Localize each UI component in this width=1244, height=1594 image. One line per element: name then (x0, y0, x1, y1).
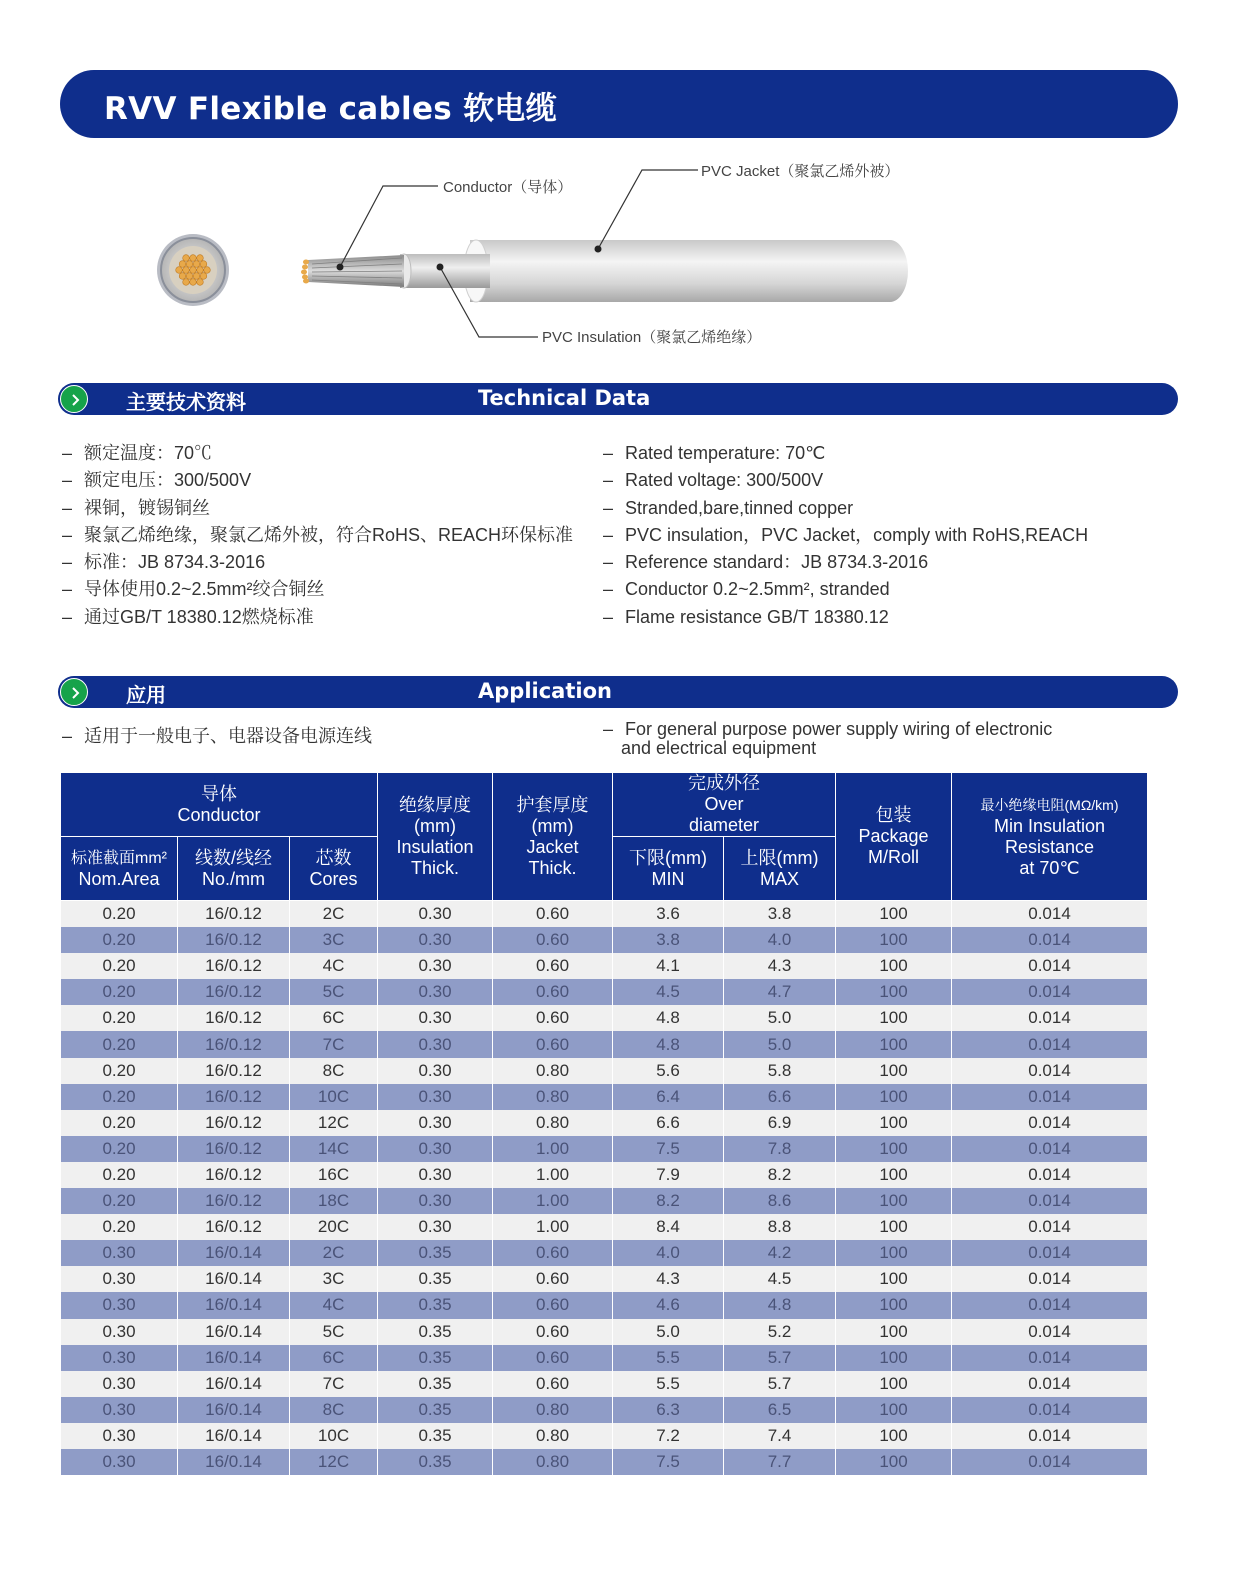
table-cell: 4.6 (613, 1292, 724, 1318)
table-row (61, 1162, 1148, 1188)
table-cell: 4.7 (724, 979, 836, 1005)
table-cell: 16/0.12 (178, 953, 290, 979)
table-cell: 100 (836, 979, 952, 1005)
table-cell: 0.014 (952, 1084, 1148, 1110)
table-cell: 0.014 (952, 1214, 1148, 1240)
table-cell: 100 (836, 1214, 952, 1240)
table-cell: 5.5 (613, 1371, 724, 1397)
table-cell: 5.8 (724, 1058, 836, 1084)
table-cell: 5.7 (724, 1345, 836, 1371)
list-item: – 额定电压：300/500V (62, 470, 252, 491)
table-cell: 100 (836, 1292, 952, 1318)
table-cell: 0.80 (493, 1110, 613, 1136)
table-cell: 0.30 (61, 1345, 178, 1371)
table-row (61, 979, 1148, 1005)
table-cell: 0.014 (952, 1345, 1148, 1371)
table-cell: 0.20 (61, 1031, 178, 1057)
table-cell: 20C (290, 1214, 378, 1240)
header-conductor: 导体 Conductor (61, 773, 378, 837)
table-cell: 0.80 (493, 1449, 613, 1475)
table-cell: 0.014 (952, 901, 1148, 928)
table-cell: 0.30 (378, 1110, 493, 1136)
table-cell: 0.35 (378, 1292, 493, 1318)
list-item: – PVC insulation，PVC Jacket，comply with RoHS,REACH (603, 524, 1089, 545)
table-cell: 0.60 (493, 1031, 613, 1057)
table-cell: 0.30 (61, 1292, 178, 1318)
cross-section-icon (157, 234, 229, 306)
table-cell: 0.35 (378, 1319, 493, 1345)
table-row (61, 1084, 1148, 1110)
table-cell: 6C (290, 1005, 378, 1031)
table-cell: 10C (290, 1084, 378, 1110)
header-nom-area: 标准截面mm² Nom.Area (61, 837, 178, 901)
table-cell: 5.6 (613, 1058, 724, 1084)
table-cell: 0.30 (378, 1031, 493, 1057)
table-cell: 0.20 (61, 1005, 178, 1031)
insulation-label: PVC Insulation（聚氯乙烯绝缘） (542, 329, 762, 346)
technical-data-title-cn: 主要技术资料 (126, 390, 246, 414)
table-cell: 16/0.12 (178, 1058, 290, 1084)
table-cell: 0.30 (378, 1005, 493, 1031)
list-item: – Rated temperature: 70℃ (603, 443, 826, 463)
chevron-right-icon (60, 678, 88, 706)
table-cell: 1.00 (493, 1136, 613, 1162)
table-cell: 16/0.14 (178, 1345, 290, 1371)
table-cell: 0.60 (493, 1319, 613, 1345)
table-cell: 8.6 (724, 1188, 836, 1214)
table-cell: 7.5 (613, 1449, 724, 1475)
table-cell: 0.35 (378, 1397, 493, 1423)
table-cell: 0.60 (493, 1266, 613, 1292)
table-cell: 0.30 (378, 1162, 493, 1188)
header-cores: 芯数 Cores (290, 837, 378, 901)
table-row (61, 1423, 1148, 1449)
table-cell: 0.30 (378, 979, 493, 1005)
technical-data-title-en: Technical Data (478, 386, 651, 410)
table-cell: 16/0.14 (178, 1292, 290, 1318)
table-cell: 4.8 (724, 1292, 836, 1318)
table-cell: 0.20 (61, 1188, 178, 1214)
table-cell: 0.30 (378, 927, 493, 953)
header-wires: 线数/线经 No./mm (178, 837, 290, 901)
table-cell: 16/0.14 (178, 1240, 290, 1266)
table-cell: 100 (836, 1110, 952, 1136)
table-cell: 0.014 (952, 979, 1148, 1005)
table-cell: 18C (290, 1188, 378, 1214)
table-cell: 16/0.12 (178, 979, 290, 1005)
table-cell: 16/0.12 (178, 1162, 290, 1188)
table-cell: 7C (290, 1371, 378, 1397)
table-row (61, 1005, 1148, 1031)
table-cell: 0.014 (952, 1031, 1148, 1057)
table-cell: 16/0.12 (178, 1214, 290, 1240)
table-cell: 4.3 (613, 1266, 724, 1292)
table-cell: 12C (290, 1449, 378, 1475)
technical-list-en (603, 440, 1088, 631)
header-max: 上限(mm) MAX (724, 837, 836, 901)
table-cell: 0.30 (61, 1423, 178, 1449)
table-cell: 7.7 (724, 1449, 836, 1475)
list-item: – Conductor 0.2~2.5mm², stranded (603, 579, 890, 600)
table-cell: 0.014 (952, 1449, 1148, 1475)
table-cell: 0.35 (378, 1240, 493, 1266)
table-cell: 0.30 (378, 901, 493, 928)
table-cell: 5.0 (613, 1319, 724, 1345)
table-cell: 4.0 (613, 1240, 724, 1266)
title-banner (60, 70, 1178, 138)
table-cell: 0.35 (378, 1423, 493, 1449)
technical-data-header (58, 383, 1178, 415)
table-cell: 16/0.12 (178, 1136, 290, 1162)
table-cell: 100 (836, 1005, 952, 1031)
table-cell: 5.7 (724, 1371, 836, 1397)
table-cell: 0.014 (952, 1162, 1148, 1188)
table-cell: 0.60 (493, 1005, 613, 1031)
table-cell: 16/0.14 (178, 1397, 290, 1423)
table-cell: 0.30 (61, 1371, 178, 1397)
list-item: – 标准：JB 8734.3-2016 (62, 552, 266, 573)
table-cell: 7.2 (613, 1423, 724, 1449)
table-cell: 5C (290, 979, 378, 1005)
table-cell: 0.20 (61, 1110, 178, 1136)
table-row (61, 1188, 1148, 1214)
table-cell: 0.014 (952, 1266, 1148, 1292)
table-cell: 0.014 (952, 1292, 1148, 1318)
table-cell: 0.014 (952, 1319, 1148, 1345)
table-cell: 16C (290, 1162, 378, 1188)
table-cell: 7.5 (613, 1136, 724, 1162)
table-row (61, 1058, 1148, 1084)
application-text-cn: – 适用于一般电子、电器设备电源连线 (62, 726, 372, 746)
table-cell: 0.30 (61, 1319, 178, 1345)
table-row (61, 1292, 1148, 1318)
spec-table (60, 772, 1148, 1475)
table-cell: 12C (290, 1110, 378, 1136)
table-cell: 6.4 (613, 1084, 724, 1110)
table-cell: 100 (836, 1136, 952, 1162)
table-cell: 0.014 (952, 927, 1148, 953)
table-cell: 16/0.14 (178, 1319, 290, 1345)
table-cell: 0.014 (952, 1058, 1148, 1084)
table-cell: 5.5 (613, 1345, 724, 1371)
table-cell: 0.60 (493, 979, 613, 1005)
table-cell: 0.80 (493, 1397, 613, 1423)
table-cell: 0.30 (61, 1266, 178, 1292)
table-cell: 3C (290, 1266, 378, 1292)
table-cell: 100 (836, 901, 952, 928)
table-row (61, 1345, 1148, 1371)
table-row (61, 1371, 1148, 1397)
table-cell: 3.8 (613, 927, 724, 953)
list-item: – Reference standard：JB 8734.3-2016 (603, 552, 929, 573)
table-cell: 5.0 (724, 1031, 836, 1057)
table-cell: 4C (290, 953, 378, 979)
table-cell: 5.2 (724, 1319, 836, 1345)
table-cell: 100 (836, 1031, 952, 1057)
table-cell: 16/0.12 (178, 1031, 290, 1057)
table-cell: 100 (836, 1162, 952, 1188)
table-cell: 0.30 (378, 953, 493, 979)
table-cell: 100 (836, 1188, 952, 1214)
list-item: – 导体使用0.2~2.5mm²绞合铜丝 (62, 579, 325, 600)
table-cell: 0.014 (952, 1188, 1148, 1214)
table-row (61, 1266, 1148, 1292)
table-cell: 0.30 (378, 1214, 493, 1240)
table-cell: 0.30 (378, 1084, 493, 1110)
list-item: – Flame resistance GB/T 18380.12 (603, 606, 889, 627)
table-cell: 10C (290, 1423, 378, 1449)
technical-list-cn (62, 440, 573, 631)
table-cell: 7.9 (613, 1162, 724, 1188)
table-cell: 0.20 (61, 927, 178, 953)
table-cell: 5.0 (724, 1005, 836, 1031)
table-cell: 16/0.14 (178, 1266, 290, 1292)
table-cell: 0.20 (61, 953, 178, 979)
table-cell: 0.60 (493, 1371, 613, 1397)
application-text-en: – For general purpose power supply wiring of electronic and electrical equipment (603, 719, 1053, 758)
table-cell: 0.20 (61, 1058, 178, 1084)
table-cell: 100 (836, 1240, 952, 1266)
header-resistance: 最小绝缘电阻(MΩ/km) Min Insulation Resistance at 70℃ (952, 773, 1148, 901)
table-cell: 0.014 (952, 1371, 1148, 1397)
application-title-en: Application (478, 679, 612, 703)
table-cell: 3C (290, 927, 378, 953)
table-cell: 16/0.14 (178, 1449, 290, 1475)
table-row (61, 1449, 1148, 1475)
table-cell: 100 (836, 1345, 952, 1371)
table-cell: 0.20 (61, 1136, 178, 1162)
jacket-label: PVC Jacket（聚氯乙烯外被） (701, 163, 900, 180)
table-cell: 0.014 (952, 953, 1148, 979)
table-cell: 1.00 (493, 1188, 613, 1214)
table-cell: 1.00 (493, 1214, 613, 1240)
table-cell: 100 (836, 1319, 952, 1345)
table-row (61, 1110, 1148, 1136)
table-row (61, 1240, 1148, 1266)
page-title: RVV Flexible cables 软电缆 (104, 91, 558, 127)
list-item: – Stranded,bare,tinned copper (603, 497, 854, 518)
table-cell: 0.30 (378, 1188, 493, 1214)
table-cell: 0.20 (61, 1084, 178, 1110)
table-cell: 4C (290, 1292, 378, 1318)
table-cell: 16/0.14 (178, 1423, 290, 1449)
table-cell: 6.9 (724, 1110, 836, 1136)
table-cell: 3.8 (724, 901, 836, 928)
table-cell: 4.0 (724, 927, 836, 953)
table-cell: 0.20 (61, 979, 178, 1005)
header-overall-diameter: 完成外径 Over diameter (613, 773, 836, 837)
table-cell: 4.8 (613, 1031, 724, 1057)
table-cell: 0.80 (493, 1423, 613, 1449)
table-cell: 8C (290, 1397, 378, 1423)
header-package: 包装 Package M/Roll (836, 773, 952, 901)
table-cell: 0.014 (952, 1110, 1148, 1136)
application-title-cn: 应用 (126, 683, 166, 707)
table-cell: 0.80 (493, 1058, 613, 1084)
table-cell: 6.3 (613, 1397, 724, 1423)
table-cell: 8.2 (724, 1162, 836, 1188)
table-row (61, 927, 1148, 953)
table-cell: 0.60 (493, 927, 613, 953)
table-row (61, 953, 1148, 979)
table-cell: 16/0.12 (178, 1084, 290, 1110)
table-cell: 16/0.14 (178, 1371, 290, 1397)
table-cell: 100 (836, 927, 952, 953)
table-cell: 6.6 (724, 1084, 836, 1110)
table-cell: 4.3 (724, 953, 836, 979)
table-cell: 6.5 (724, 1397, 836, 1423)
table-cell: 100 (836, 1397, 952, 1423)
table-cell: 0.35 (378, 1345, 493, 1371)
table-cell: 14C (290, 1136, 378, 1162)
table-cell: 0.20 (61, 901, 178, 928)
table-cell: 0.35 (378, 1449, 493, 1475)
header-insulation: 绝缘厚度 (mm) Insulation Thick. (378, 773, 493, 901)
table-row (61, 1319, 1148, 1345)
table-cell: 4.5 (724, 1266, 836, 1292)
table-cell: 0.20 (61, 1162, 178, 1188)
table-cell: 0.014 (952, 1240, 1148, 1266)
table-cell: 0.60 (493, 901, 613, 928)
table-cell: 3.6 (613, 901, 724, 928)
cable-diagram (0, 150, 1244, 370)
table-cell: 0.60 (493, 1292, 613, 1318)
table-cell: 0.30 (378, 1058, 493, 1084)
table-cell: 16/0.12 (178, 1005, 290, 1031)
table-cell: 0.30 (378, 1136, 493, 1162)
table-cell: 8.2 (613, 1188, 724, 1214)
list-item: – 聚氯乙烯绝缘，聚氯乙烯外被，符合RoHS、REACH环保标准 (62, 524, 574, 545)
table-cell: 4.1 (613, 953, 724, 979)
table-row (61, 901, 1148, 928)
chevron-right-icon (60, 385, 88, 413)
list-item: – 通过GB/T 18380.12燃烧标准 (62, 606, 314, 627)
table-cell: 16/0.12 (178, 1188, 290, 1214)
table-cell: 0.014 (952, 1423, 1148, 1449)
table-cell: 100 (836, 1084, 952, 1110)
table-cell: 0.60 (493, 953, 613, 979)
header-jacket: 护套厚度 (mm) Jacket Thick. (493, 773, 613, 901)
table-cell: 6.6 (613, 1110, 724, 1136)
table-cell: 7.4 (724, 1423, 836, 1449)
table-row (61, 1031, 1148, 1057)
list-item: – Rated voltage: 300/500V (603, 470, 824, 491)
table-cell: 100 (836, 1371, 952, 1397)
table-cell: 0.30 (61, 1397, 178, 1423)
table-cell: 4.2 (724, 1240, 836, 1266)
table-cell: 1.00 (493, 1162, 613, 1188)
table-cell: 0.35 (378, 1266, 493, 1292)
application-header (58, 676, 1178, 708)
table-cell: 100 (836, 1449, 952, 1475)
conductor-label: Conductor（导体） (443, 179, 573, 196)
table-cell: 0.014 (952, 1136, 1148, 1162)
table-cell: 0.80 (493, 1084, 613, 1110)
table-cell: 8.4 (613, 1214, 724, 1240)
table-cell: 100 (836, 953, 952, 979)
list-item: – 额定温度：70℃ (62, 443, 213, 463)
table-row (61, 1136, 1148, 1162)
table-cell: 6C (290, 1345, 378, 1371)
table-cell: 0.60 (493, 1345, 613, 1371)
table-cell: 0.60 (493, 1240, 613, 1266)
table-cell: 100 (836, 1423, 952, 1449)
list-item: – 裸铜，镀锡铜丝 (62, 497, 210, 518)
table-cell: 7.8 (724, 1136, 836, 1162)
table-cell: 5C (290, 1319, 378, 1345)
table-cell: 100 (836, 1058, 952, 1084)
table-cell: 16/0.12 (178, 927, 290, 953)
header-min: 下限(mm) MIN (613, 837, 724, 901)
table-row (61, 1397, 1148, 1423)
table-cell: 7C (290, 1031, 378, 1057)
table-cell: 0.014 (952, 1397, 1148, 1423)
table-cell: 4.8 (613, 1005, 724, 1031)
table-cell: 8.8 (724, 1214, 836, 1240)
table-cell: 0.30 (61, 1240, 178, 1266)
table-cell: 100 (836, 1266, 952, 1292)
table-row (61, 1214, 1148, 1240)
table-cell: 0.30 (61, 1449, 178, 1475)
table-cell: 8C (290, 1058, 378, 1084)
table-cell: 2C (290, 901, 378, 928)
table-cell: 2C (290, 1240, 378, 1266)
table-cell: 4.5 (613, 979, 724, 1005)
table-cell: 0.014 (952, 1005, 1148, 1031)
table-cell: 0.20 (61, 1214, 178, 1240)
table-cell: 0.35 (378, 1371, 493, 1397)
table-cell: 16/0.12 (178, 901, 290, 928)
table-cell: 16/0.12 (178, 1110, 290, 1136)
